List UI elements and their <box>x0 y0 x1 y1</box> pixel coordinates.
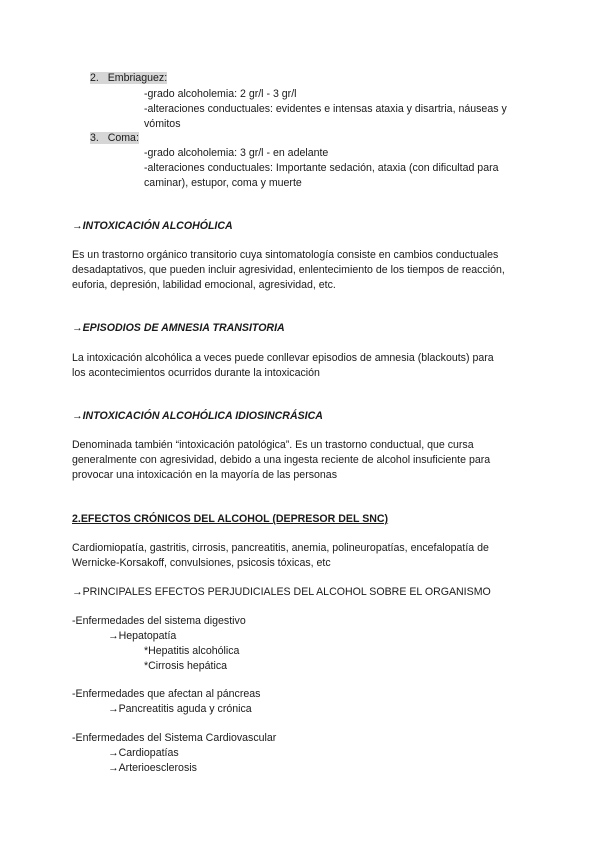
paragraph-line: euforia, depresión, labilidad emocional, agresividad, etc. <box>72 279 336 291</box>
stage-3-line: -grado alcoholemia: 3 gr/l - en adelante <box>144 147 329 159</box>
disease-item: *Hepatitis alcohólica <box>144 645 240 657</box>
paragraph-line: Wernicke-Korsakoff, convulsiones, psicosis tóxicas, etc <box>72 557 331 569</box>
disease-group-title: -Enfermedades del Sistema Cardiovascular <box>72 732 277 744</box>
stage-2-line: vómitos <box>144 118 181 130</box>
stage-3-line: -alteraciones conductuales: Importante sedación, ataxia (con dificultad para <box>144 162 499 174</box>
disease-group-title: -Enfermedades que afectan al páncreas <box>72 688 261 700</box>
paragraph-line: desadaptativos, que pueden incluir agresividad, enlentecimiento de los tiempos de reacción, <box>72 264 505 276</box>
disease-group-title: -Enfermedades del sistema digestivo <box>72 615 246 627</box>
stage-3-title: Coma: <box>107 132 139 144</box>
paragraph-line: generalmente con agresividad, debido a una ingesta reciente de alcohol insuficiente para <box>72 454 491 466</box>
section-heading-cronicos: 2.EFECTOS CRÓNICOS DEL ALCOHOL (DEPRESOR DEL SNC) <box>72 513 389 525</box>
stage-2-title: Embriaguez: <box>107 72 168 84</box>
disease-subgroup: →Cardiopatías <box>108 747 179 759</box>
stage-3-line: caminar), estupor, coma y muerte <box>144 177 302 189</box>
paragraph-line: provocar una intoxicación en la mayoría de las personas <box>72 469 337 481</box>
stage-2-label <box>90 71 167 86</box>
paragraph-line: Es un trastorno orgánico transitorio cuya sintomatología consiste en cambios conductuales <box>72 249 499 261</box>
stage-2-line: -alteraciones conductuales: evidentes e intensas ataxia y disartria, náuseas y <box>144 103 507 115</box>
disease-subgroup: →Hepatopatía <box>108 630 177 642</box>
stage-2-line: -grado alcoholemia: 2 gr/l - 3 gr/l <box>144 88 297 100</box>
disease-subgroup: →Pancreatitis aguda y crónica <box>108 703 252 715</box>
disease-subgroup: →Arterioesclerosis <box>108 762 197 774</box>
paragraph-line: Denominada también “intoxicación patológica”. Es un trastorno conductual, que cursa <box>72 439 474 451</box>
stage-2-number: 2. <box>90 72 99 84</box>
section-heading-amnesia: →EPISODIOS DE AMNESIA TRANSITORIA <box>72 322 285 334</box>
section-heading-intoxicacion: →INTOXICACIÓN ALCOHÓLICA <box>72 220 233 232</box>
paragraph-line: los acontecimientos ocurridos durante la intoxicación <box>72 367 320 379</box>
section-heading-principales: →PRINCIPALES EFECTOS PERJUDICIALES DEL ALCOHOL SOBRE EL ORGANISMO <box>72 586 491 598</box>
stage-3-label <box>90 131 139 146</box>
section-heading-idiosincrasica: →INTOXICACIÓN ALCOHÓLICA IDIOSINCRÁSICA <box>72 410 323 422</box>
disease-item: *Cirrosis hepática <box>144 660 228 672</box>
paragraph-line: Cardiomiopatía, gastritis, cirrosis, pancreatitis, anemia, polineuropatías, encefalopatía de <box>72 542 489 554</box>
stage-3-number: 3. <box>90 132 99 144</box>
paragraph-line: La intoxicación alcohólica a veces puede conllevar episodios de amnesia (blackouts) para <box>72 352 494 364</box>
